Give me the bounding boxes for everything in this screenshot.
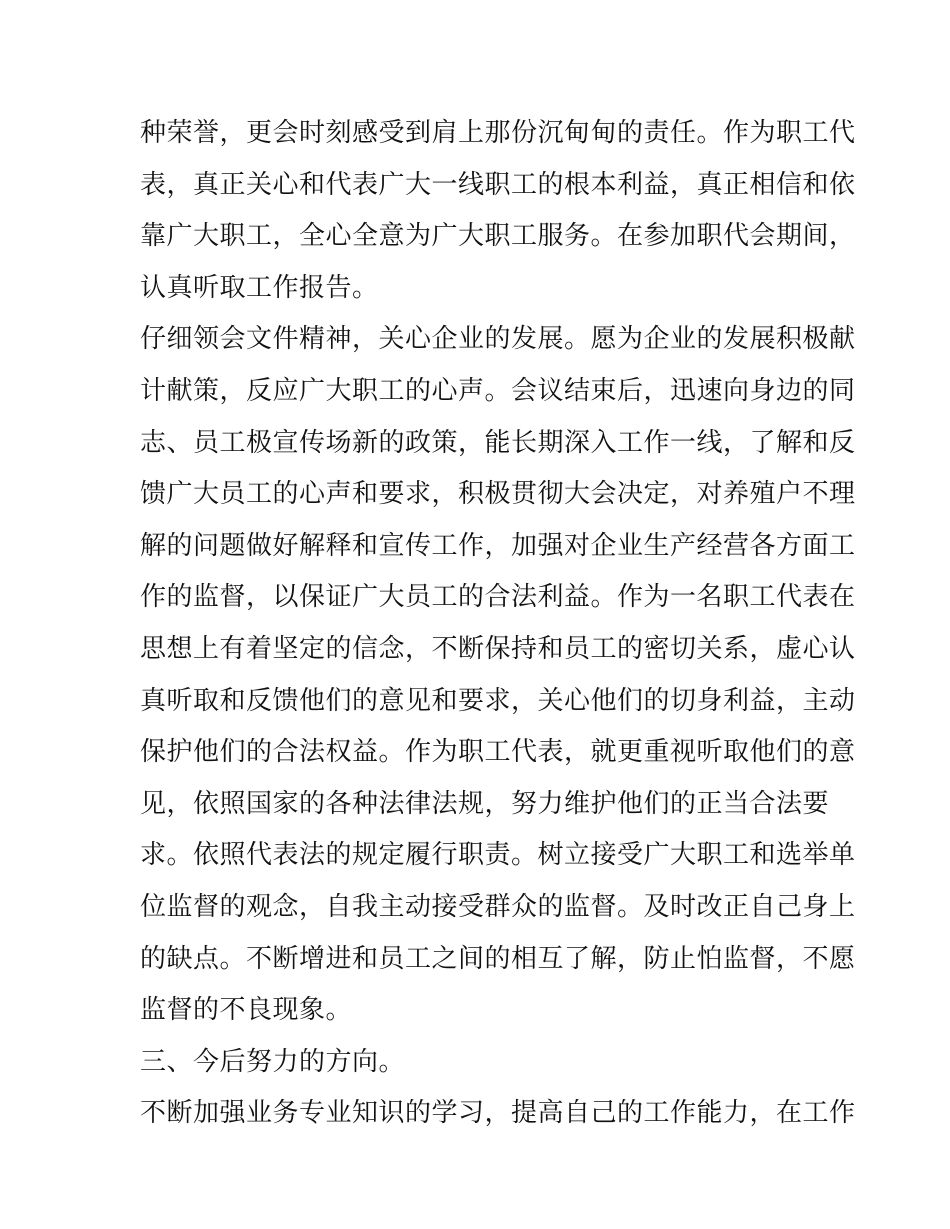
text-line: 位监督的观念，自我主动接受群众的监督。及时改正自己身上 [140,891,856,922]
text-line: 表，真正关心和代表广大一线职工的根本利益，真正相信和依 [140,169,856,200]
text-line: 保护他们的合法权益。作为职工代表，就更重视听取他们的意 [140,737,856,768]
text-line: 求。依照代表法的规定履行职责。树立接受广大职工和选举单 [140,840,856,871]
text-line: 馈广大员工的心声和要求，积极贯彻大会决定，对养殖户不理 [140,479,856,510]
text-line: 志、员工极宣传场新的政策，能长期深入工作一线，了解和反 [140,427,856,458]
text-line: 作的监督，以保证广大员工的合法利益。作为一名职工代表在 [140,582,856,613]
body-text [140,108,856,1140]
text-line: 的缺点。不断增进和员工之间的相互了解，防止怕监督，不愿 [140,943,856,974]
text-line: 真听取和反馈他们的意见和要求，关心他们的切身利益，主动 [140,685,856,716]
text-line: 不断加强业务专业知识的学习，提高自己的工作能力，在工作 [140,1098,856,1129]
text-line: 见，依照国家的各种法律法规，努力维护他们的正当合法要 [140,788,830,819]
text-line: 思想上有着坚定的信念，不断保持和员工的密切关系，虚心认 [140,633,856,664]
text-line: 仔细领会文件精神，关心企业的发展。愿为企业的发展积极献 [140,324,856,355]
text-line: 监督的不良现象。 [140,995,353,1026]
text-line: 认真听取工作报告。 [140,272,379,303]
text-line: 计献策，反应广大职工的心声。会议结束后，迅速向身边的同 [140,375,856,406]
section-heading: 三、今后努力的方向。 [140,1046,406,1077]
text-line: 靠广大职工，全心全意为广大职工服务。在参加职代会期间， [140,221,856,252]
text-line: 种荣誉，更会时刻感受到肩上那份沉甸甸的责任。作为职工代 [140,118,856,148]
text-line: 解的问题做好解释和宣传工作，加强对企业生产经营各方面工 [140,530,856,561]
